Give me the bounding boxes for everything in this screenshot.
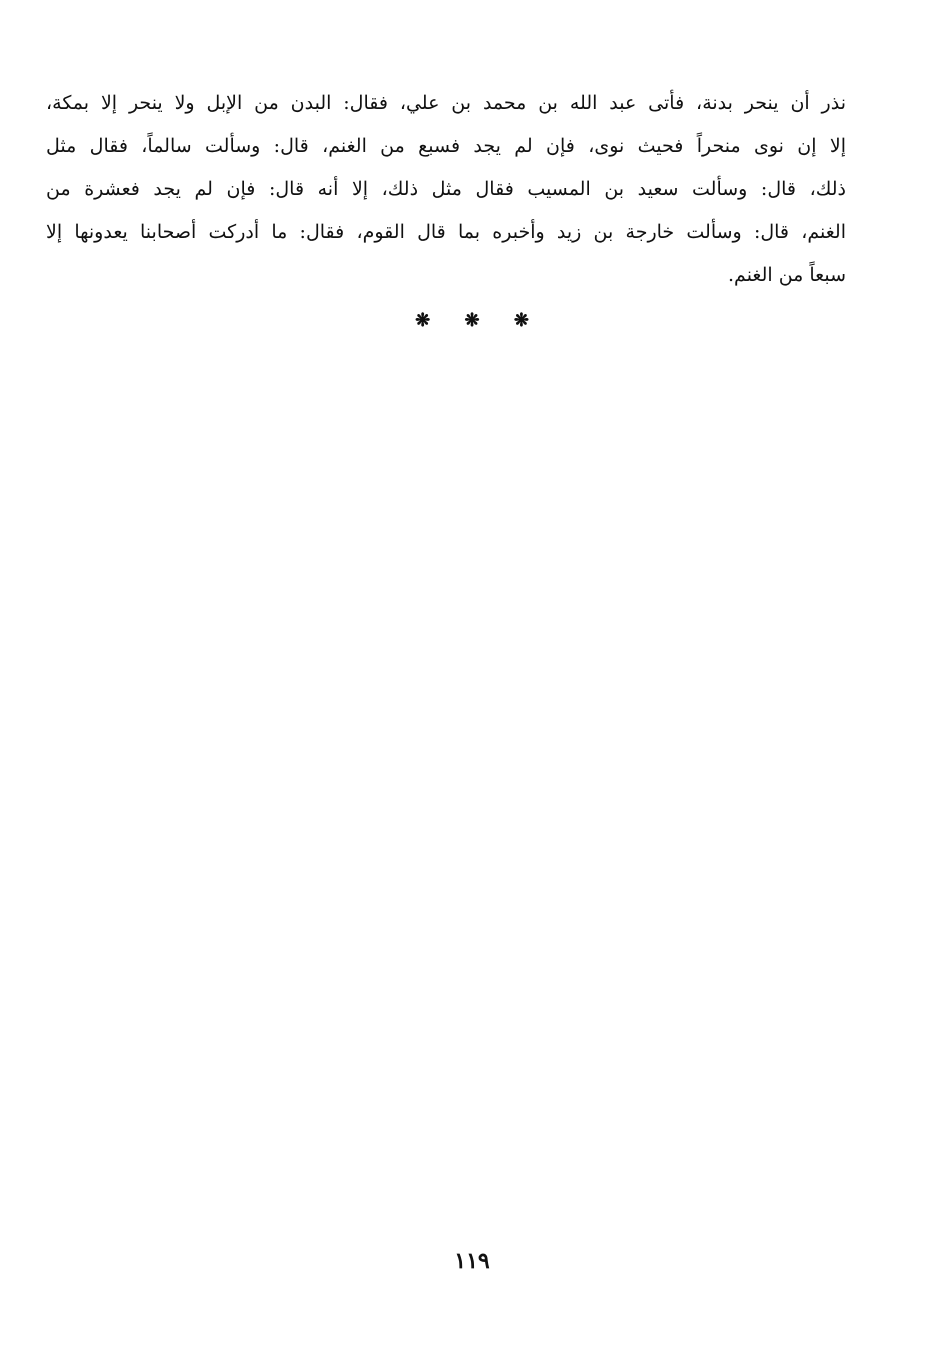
paragraph-line-5: سبعاً من الغنم. [728,264,846,286]
separator-asterisk-icon: ❋ [415,310,431,331]
paragraph-line-3: ذلك، قال: وسألت سعيد بن المسيب فقال مثل ذلك، إلا أنه قال: فإن لم يجد فعشرة من [46,178,846,200]
body-paragraph [46,82,846,297]
separator-asterisk-icon: ❋ [464,310,480,331]
separator-asterisk-icon: ❋ [513,310,529,331]
paragraph-line-4: الغنم، قال: وسألت خارجة بن زيد وأخبره بما قال القوم، فقال: ما أدركت أصحابنا يعدونها إلا [46,221,846,243]
paragraph-line-1: نذر أن ينحر بدنة، فأتى عبد الله بن محمد بن علي، فقال: البدن من الإبل ولا ينحر إلا بمكة، [46,92,846,114]
page-number: ١١٩ [454,1248,490,1274]
section-separator [0,310,944,331]
paragraph-line-2: إلا إن نوى منحراً فحيث نوى، فإن لم يجد فسبع من الغنم، قال: وسألت سالماً، فقال مثل [46,135,846,157]
